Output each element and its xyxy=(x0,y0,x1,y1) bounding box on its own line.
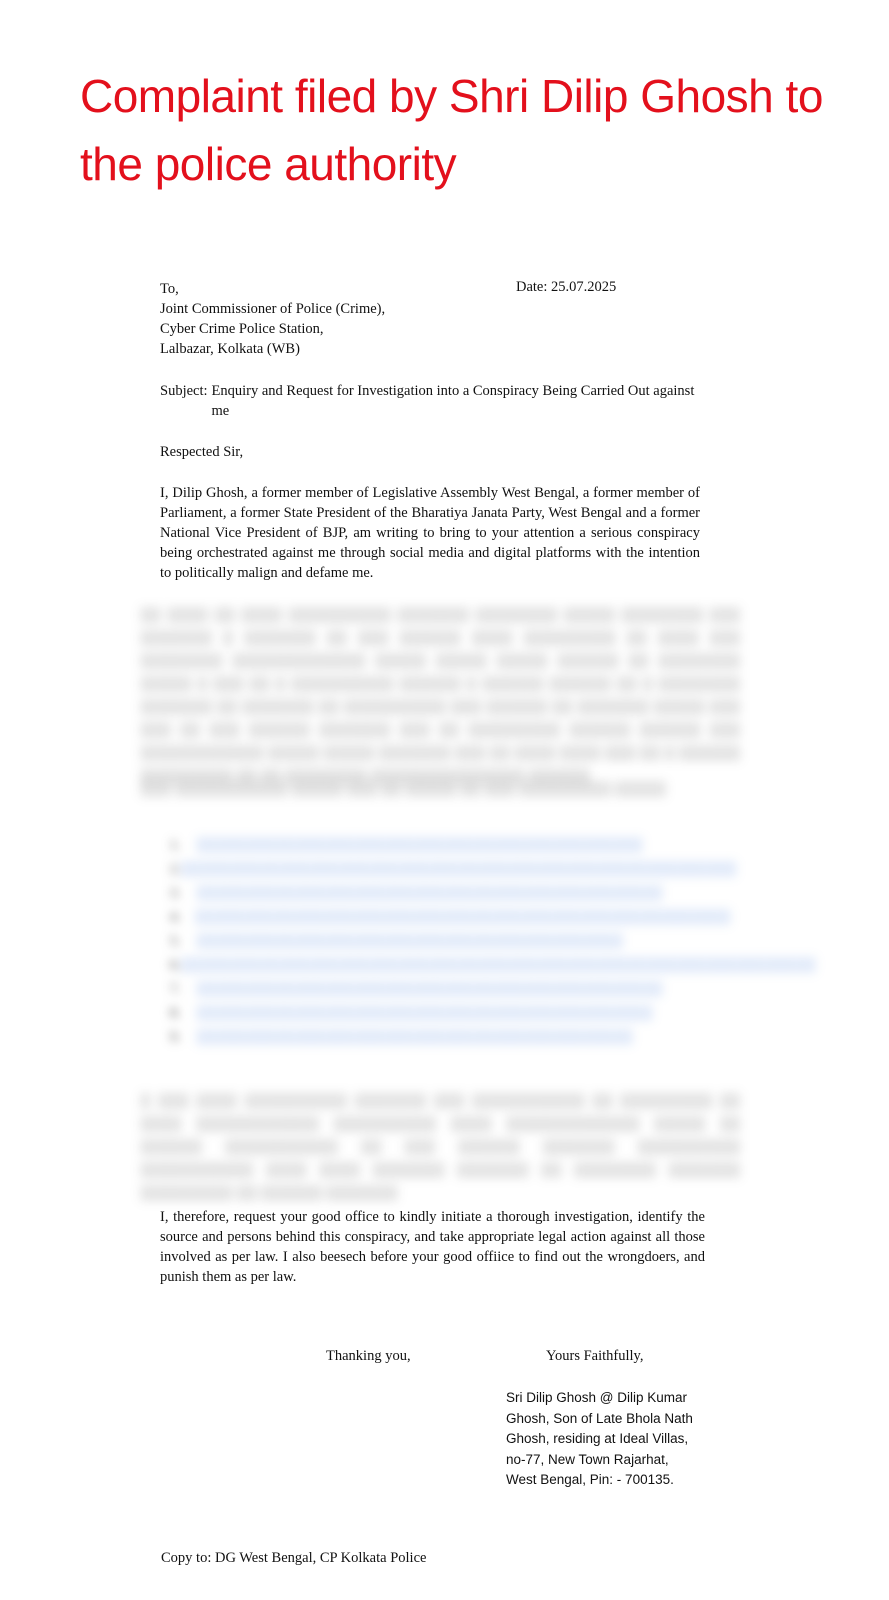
signature-line: Ghosh, residing at Ideal Villas, xyxy=(506,1431,689,1446)
list-item: 2. ░░░░░░░░░░░░░░░░░░░░░░░░░░░░░░░░░░░░░░░░░░░░░░░░░░░░░░░░ xyxy=(170,862,736,877)
subject-text: Enquiry and Request for Investigation into a Conspiracy Being Carried Out against me xyxy=(211,383,695,419)
list-item: 6. ░░░░░░░░░░░░░░░░░░░░░░░░░░░░░░░░░░░░░░░░░░░░░░░░░░░░░░░░░░░░░░░░ xyxy=(170,958,816,973)
list-item: 4. ░░░░░░░░░░░░░░░░░░░░░░░░░░░░░░░░░░░░░░░░░░░░░░░░░░░░░░ xyxy=(170,910,730,925)
list-item: 9. ░░░░░░░░░░░░░░░░░░░░░░░░░░░░░░░░░░░░░░░░░░░░ xyxy=(170,1030,633,1045)
list-item: 1. ░░░░░░░░░░░░░░░░░░░░░░░░░░░░░░░░░░░░░░░░░░░░░ xyxy=(170,838,643,853)
list-item: 3. ░░░░░░░░░░░░░░░░░░░░░░░░░░░░░░░░░░░░░░░░░░░░░░░ xyxy=(170,886,663,901)
list-item: 8. ░░░░░░░░░░░░░░░░░░░░░░░░░░░░░░░░░░░░░░░░░░░░░░ xyxy=(170,1006,653,1021)
closing-faithfully: Yours Faithfully, xyxy=(546,1348,644,1364)
blurred-paragraph: ░░ ░░░░ ░░ ░░░░ ░░░░░░░░░░ ░░░░░░░ ░░░░░░░░ ░░░░░ ░░░░░░░░ ░░░ ░░░░░░░ ░ ░░░░░░░ ░░ ░░░ ░░░░░░ ░░░░ ░░░░░░░░░ ░░ ░░░░ ░░░ ░░░░░░░░ ░░░░░░░░░░░░░ ░░░░░ ░░░░░ ░░░░░ ░░░░░░ ░░ ░░░░░░░░ ░░░░░ ░ ░░░ ░░ ░ ░░░░░░░░░░ ░░░░░░ ░ ░░░░░░ ░░░░░░ ░░ ░ ░░░░░░░░ ░░░░░░░ ░░ ░░░░░░░ ░░ ░░░░░░░░░░ ░░░ ░░░░░░ ░░ ░░░░░░░ ░░░░░ ░░░ ░░░ ░░ ░░░ ░░░░░░ ░░░░░░░ ░░░ ░░ ░░░░░░░░░ ░░░░░░ ░░░░░░ ░░░ ░░░░░░░░░░░░ ░░░░░ ░░░░░ ░░░░░░░ ░░░ ░░ ░░░░ ░░░░ ░░░ ░░ ░ ░░░░░░ ░░░░░░░░░ ░░ ░░ ░░░░░░░░ ░░░░░░░░░░░░░░░ ░░░░░░ xyxy=(140,607,740,784)
signature-block xyxy=(506,1388,726,1491)
signature-line: no-77, New Town Rajarhat, xyxy=(506,1451,669,1467)
closing-thanks: Thanking you, xyxy=(326,1348,411,1364)
salutation: Respected Sir, xyxy=(160,444,244,460)
subject-label: Subject: xyxy=(160,383,208,399)
blurred-paragraph: ░ ░░░ ░░░░ ░░░░░░░░░░ ░░░░░░░ ░░░ ░░░░░░░░░░░ ░░ ░░░░░░░░░ ░░ ░░░░ ░░░░░░░░░░░░ ░░░░░░░░░░ ░░░░ ░░░░░░░░░░░░░ ░░░░░ ░░ ░░░░░░ ░░░░░░░░░░░ ░░ ░░░ ░░░░░░ ░░░░░░░ ░░░░░░░░░░ ░░░░░░░░░░░ ░░░░ ░░░░ ░░░░░░░ ░░░░░░░ ░░ ░░░░░░░░ ░░░░░░░ ░░░░░░░░░ ░░ ░░░░░░ ░░░░░░░ xyxy=(140,1093,740,1201)
blurred-link-list xyxy=(170,834,816,1050)
request-paragraph: I, therefore, request your good office to kindly initiate a thorough investigation, identify the source and persons behind this conspiracy, and take appropriate legal action against all those involved as per law. I also beesech before your good offiice to find out the wrongdoers, and punish them as per law. xyxy=(160,1209,705,1285)
subject xyxy=(160,381,700,421)
copy-to: Copy to: DG West Bengal, CP Kolkata Police xyxy=(161,1550,427,1566)
address-line: Lalbazar, Kolkata (WB) xyxy=(160,341,300,357)
blurred-paragraph: ░░░ ░░░░░░░░░░░ ░░░░░ ░░░ ░░ ░░░░░ ░░ ░░░ ░░░░░░░░░ ░░░░░ xyxy=(140,781,666,797)
headline: Complaint filed by Shri Dilip Ghosh to the police authority xyxy=(80,70,823,190)
list-item: 7. ░░░░░░░░░░░░░░░░░░░░░░░░░░░░░░░░░░░░░░░░░░░░░░░ xyxy=(170,982,663,997)
recipient-address xyxy=(160,279,700,359)
letter-date: Date: 25.07.2025 xyxy=(516,279,617,295)
intro-paragraph: I, Dilip Ghosh, a former member of Legislative Assembly West Bengal, a former member of Parliament, a former State President of the Bharatiya Janata Party, West Bengal and a former National Vice President of BJP, am writing to bring to your attention a serious conspiracy being orchestrated against me through social media and digital platforms with the intention to politically malign and defame me. xyxy=(160,485,700,581)
signature-line: Ghosh, Son of Late Bhola Nath xyxy=(506,1410,693,1426)
address-line: Joint Commissioner of Police (Crime), xyxy=(160,301,386,317)
signature-line: West Bengal, Pin: - 700135. xyxy=(506,1472,674,1487)
address-line: To, xyxy=(160,281,179,297)
signature-line: Sri Dilip Ghosh @ Dilip Kumar xyxy=(506,1390,688,1405)
address-line: Cyber Crime Police Station, xyxy=(160,321,324,337)
list-item: 5. ░░░░░░░░░░░░░░░░░░░░░░░░░░░░░░░░░░░░░░░░░░░ xyxy=(170,934,623,949)
